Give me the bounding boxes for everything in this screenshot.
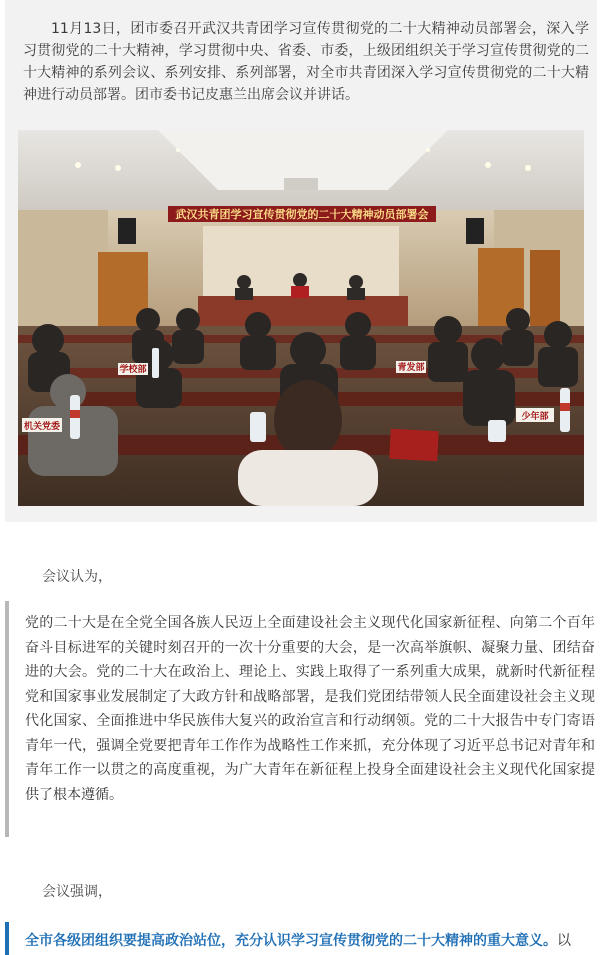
emphasis-block — [5, 922, 601, 955]
emphasis-tail: 以 — [557, 933, 571, 949]
nameplate-3: 青发部 — [397, 363, 425, 373]
nameplate-1: 机关党委 — [23, 422, 61, 432]
emphasis-paragraph — [25, 930, 595, 952]
quote-block — [5, 601, 601, 837]
meeting-photo — [18, 130, 584, 506]
emphasis-strong: 全市各级团组织要提高政治站位，充分认识学习宣传贯彻党的二十大精神的重大意义。 — [25, 933, 557, 949]
paragraph-label-1: 会议认为， — [42, 569, 112, 585]
nameplate-4: 学校部 — [119, 365, 147, 375]
intro-paragraph: 11月13日，团市委召开武汉共青团学习宣传贯彻党的二十大精神动员部署会，深入学习贯彻党的二十大精神，学习贯彻中央、省委、市委，上级团组织关于学习宣传贯彻党的二十大精神的系列会议、系列安排、系列部署，对全市共青团深入学习宣传贯彻党的二十大精神进行动员部署。团市委书记皮惠兰出席会议并讲话。 — [23, 21, 589, 103]
nameplate-2: 少年部 — [521, 412, 549, 422]
meeting-banner: 武汉共青团学习宣传贯彻党的二十大精神动员部署会 — [175, 208, 429, 221]
quote-paragraph: 党的二十大是在全党全国各族人民迈上全面建设社会主义现代化国家新征程、向第二个百年奋斗目标进军的关键时刻召开的一次十分重要的大会，是一次高举旗帜、凝聚力量、团结奋进的大会。党的二十大在政治上、理论上、实践上取得了一系列重大成果，就新时代新征程党和国家事业发展制定了大政方针和战略部署，是我们党团结带领人民全面建设社会主义现代化国家、全面推进中华民族伟大复兴的政治宣言和行动纲领。党的二十大报告中专门寄语青年一代，强调全党要把青年工作作为战略性工作来抓，充分体现了习近平总书记对青年和青年工作一以贯之的高度重视，为广大青年在新征程上投身全面建设社会主义现代化国家提供了根本遵循。 — [25, 615, 595, 803]
paragraph-label-2: 会议强调， — [42, 884, 112, 900]
